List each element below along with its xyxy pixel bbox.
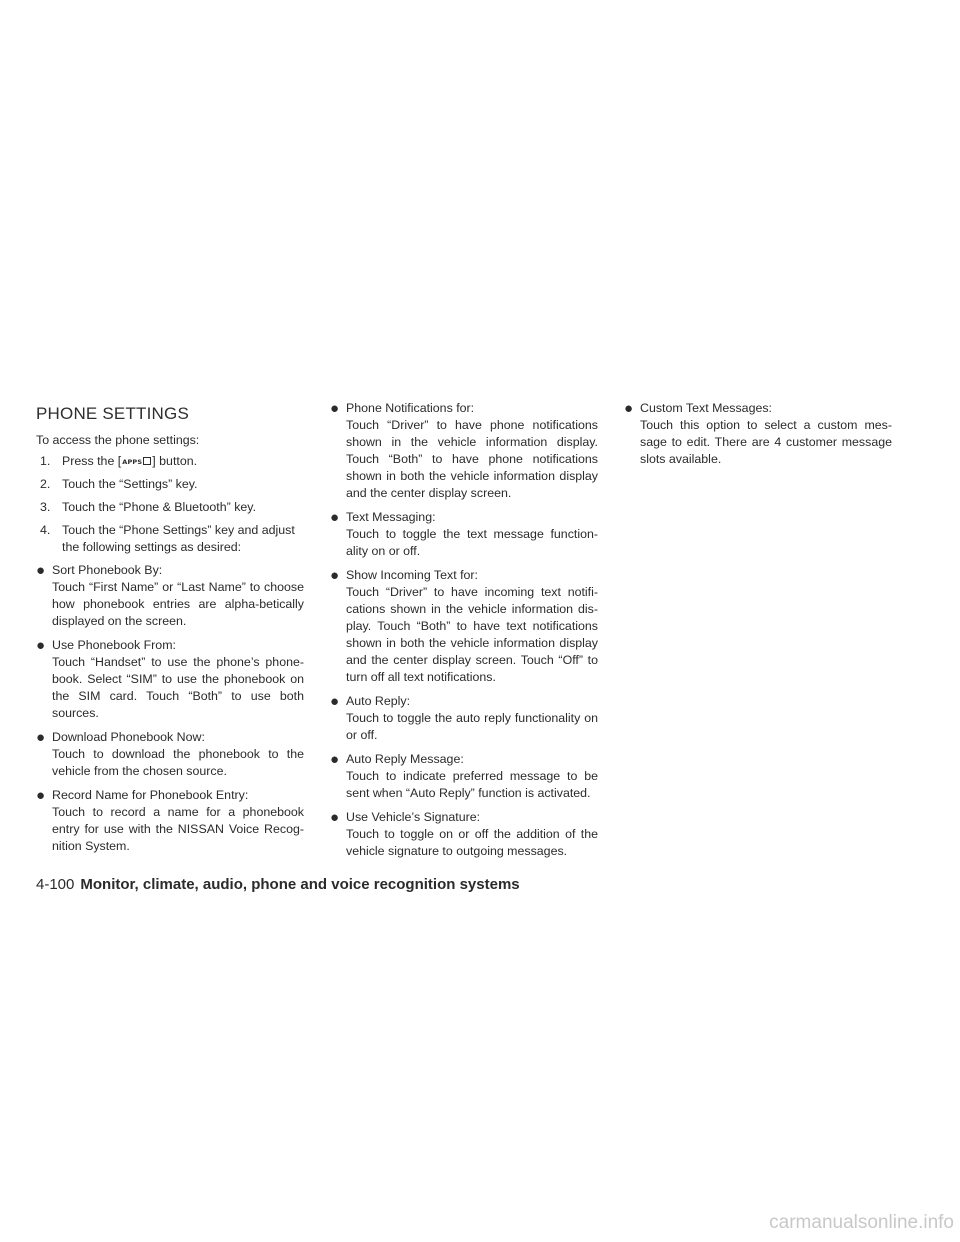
watermark: carmanualsonline.info <box>769 1212 954 1233</box>
step-number: 2. <box>40 477 51 491</box>
intro-text: To access the phone settings: <box>36 433 200 447</box>
step-number: 1. <box>40 454 51 468</box>
step-3 <box>36 499 304 516</box>
setting-text-messaging <box>330 509 598 560</box>
setting-auto-reply-message <box>330 751 598 802</box>
section-title: PHONE SETTINGS <box>36 404 189 423</box>
setting-use-phonebook-from <box>36 637 304 722</box>
setting-sort-phonebook <box>36 562 304 630</box>
page-footer <box>36 876 520 893</box>
setting-heading: Text Messaging: <box>346 510 436 524</box>
setting-auto-reply <box>330 693 598 744</box>
setting-heading: Record Name for Phonebook Entry: <box>52 788 249 802</box>
setting-description: Touch “First Name” or “Last Name” to choose how phonebook entries are alpha-betically displayed on the screen. <box>52 580 304 628</box>
setting-heading: Phone Notifications for: <box>346 401 475 415</box>
bullet-icon: ● <box>624 400 634 417</box>
apps-button-icon: APPS <box>121 457 152 466</box>
step-text-before: Press the [ <box>62 454 122 468</box>
setting-description: Touch “Handset” to use the phone’s phone-book. Select “SIM” to use the phonebook on the SIM card. Touch “Both” to use both sources. <box>52 655 304 720</box>
bullet-icon: ● <box>330 693 340 710</box>
step-1 <box>36 453 304 470</box>
setting-heading: Custom Text Messages: <box>640 401 772 415</box>
step-number: 3. <box>40 500 51 514</box>
setting-description: Touch to toggle on or off the addition of the vehicle signature to outgoing messages. <box>346 827 598 858</box>
bullet-icon: ● <box>330 751 340 768</box>
setting-description: Touch this option to select a custom mes-sage to edit. There are 4 customer message slots available. <box>640 418 892 466</box>
setting-heading: Auto Reply: <box>346 694 411 708</box>
bullet-icon: ● <box>36 562 46 579</box>
setting-description: Touch to toggle the auto reply functionality on or off. <box>346 711 598 742</box>
setting-custom-text-messages <box>624 400 892 468</box>
setting-description: Touch “Driver” to have incoming text notifi-cations shown in the vehicle information dis-play. Touch “Both” to have text notifications shown in both the vehicle information display and the center display screen. Touch “Off” to turn off all text notifications. <box>346 585 598 684</box>
bullet-icon: ● <box>330 567 340 584</box>
setting-description: Touch to indicate preferred message to be sent when “Auto Reply” function is activated. <box>346 769 598 800</box>
setting-description: Touch to download the phonebook to the vehicle from the chosen source. <box>52 747 304 778</box>
bullet-icon: ● <box>36 637 46 654</box>
step-number: 4. <box>40 523 51 537</box>
step-text: Touch the “Settings” key. <box>62 477 198 491</box>
setting-heading: Show Incoming Text for: <box>346 568 479 582</box>
setting-download-phonebook <box>36 729 304 780</box>
setting-record-name <box>36 787 304 855</box>
setting-description: Touch to toggle the text message function-ality on or off. <box>346 527 598 558</box>
bullet-icon: ● <box>36 729 46 746</box>
setting-heading: Use Vehicle’s Signature: <box>346 810 481 824</box>
step-4 <box>36 522 304 556</box>
setting-heading: Sort Phonebook By: <box>52 563 163 577</box>
setting-heading: Auto Reply Message: <box>346 752 464 766</box>
setting-description: Touch to record a name for a phonebook entry for use with the NISSAN Voice Recog-nition System. <box>52 805 304 853</box>
setting-heading: Use Phonebook From: <box>52 638 176 652</box>
setting-phone-notifications <box>330 400 598 502</box>
step-text-after: ] button. <box>152 454 198 468</box>
chapter-title: Monitor, climate, audio, phone and voice recognition systems <box>80 876 520 893</box>
page-number: 4-100 <box>36 876 75 893</box>
setting-show-incoming-text <box>330 567 598 686</box>
step-2 <box>36 476 304 493</box>
column-right <box>624 400 892 475</box>
bullet-icon: ● <box>330 509 340 526</box>
setting-description: Touch “Driver” to have phone notifications shown in the vehicle information display. Touch “Both” to have phone notifications shown in both the vehicle information display and the center display screen. <box>346 418 598 500</box>
step-text: Touch the “Phone & Bluetooth” key. <box>62 500 257 514</box>
column-middle <box>330 400 598 867</box>
setting-heading: Download Phonebook Now: <box>52 730 205 744</box>
step-text: Touch the “Phone Settings” key and adjust the following settings as desired: <box>62 523 295 554</box>
bullet-icon: ● <box>330 400 340 417</box>
bullet-icon: ● <box>36 787 46 804</box>
bullet-icon: ● <box>330 809 340 826</box>
setting-vehicle-signature <box>330 809 598 860</box>
column-left <box>36 400 304 862</box>
